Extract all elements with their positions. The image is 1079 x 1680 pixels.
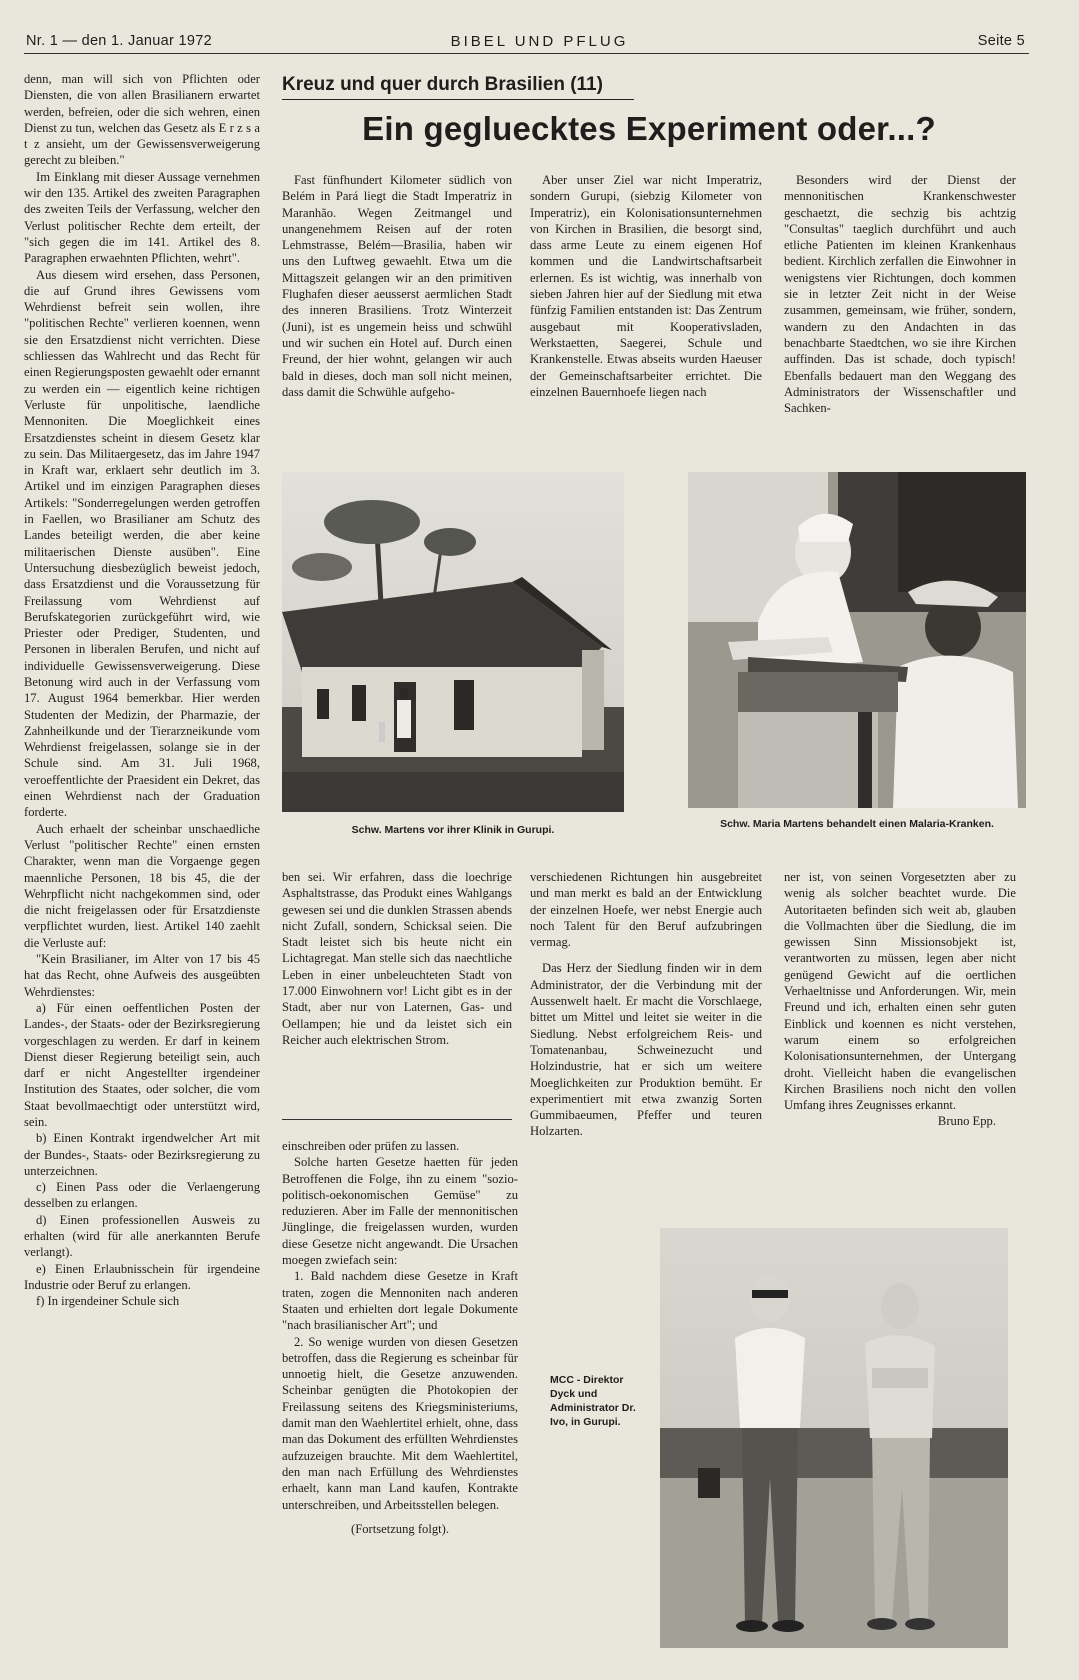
continuation-paragraph: Solche harten Gesetze haetten für jeden Betroffenen die Folge, ihn zu einem "sozio-politisch-oekonomischen Gemüse" zu reduzieren. Aber im Falle der mennonitischen Jünglinge, die freigelassen wurden, wurden diese Gesetze nicht angewandt. Die Ursachen moegen zwiefach sein:	[282, 1155, 518, 1268]
left-paragraph: denn, man will sich von Pflichten oder Diensten, die von allen Brasilianern erwartet werden, befreien, oder die sich wehren, einen Dienst zu tun, welchen das Gesetz als E r z s a t z ansieht, um der Gewissensverweigerung gerecht zu bleiben."	[24, 72, 260, 168]
nurse-photo-image	[688, 472, 1026, 808]
top-column-1	[282, 172, 512, 400]
continuation-footer: (Fortsetzung folgt).	[351, 1521, 449, 1536]
left-paragraph: b) Einen Kontrakt irgendwelcher Art mit der Bundes-, Staats- oder Bezirksregierung zu unterzeichnen.	[24, 1131, 260, 1178]
left-paragraph: Auch erhaelt der scheinbar unschaedliche Verlust "politischer Rechte" einen ernsten Charakter, wenn man die Vorgaenge gegen maennliche Personen, 18 bis 45, die der Wehrpflicht nicht nachgekommen sind, oder die nicht freigelassen oder für Ersatzdienste verpflichtet wurden, liest. Artikel 140 zaehlt die Verluste auf:	[24, 821, 260, 950]
left-paragraph: Im Einklang mit dieser Aussage vernehmen wir den 135. Artikel des zweiten Paragraphen des zweiten Teils der Verfassung, welcher den Verlust politischer Rechte dem erteilt, der "sich gegen die im 141. Artikel des 8. Paragraphen erwaehnten Pflichten, wehrt".	[24, 169, 260, 266]
left-paragraph: c) Einen Pass oder die Verlaengerung desselben zu erlangen.	[24, 1180, 260, 1211]
page-number: Seite 5	[977, 33, 1025, 49]
author-signature: Bruno Epp.	[937, 1114, 996, 1129]
masthead: BIBEL UND PFLUG	[450, 33, 629, 50]
issue-date: Nr. 1 — den 1. Januar 1972	[26, 33, 212, 49]
mid-column-3	[784, 869, 1016, 1130]
left-paragraph: e) Einen Erlaubnisschein für irgendeine Industrie oder Beruf zu erlangen.	[24, 1261, 260, 1292]
mid-column-1	[282, 869, 512, 1048]
left-paragraph: d) Einen professionellen Ausweis zu erhalten (wird für alle anerkannten Berufe verlangt).	[24, 1212, 260, 1260]
left-column	[24, 71, 260, 1310]
left-paragraph: f) In irgendeiner Schule sich	[36, 1294, 180, 1309]
mid-column-text: Das Herz der Siedlung finden wir in dem Administrator, der die Verbindung mit der Aussenwelt haelt. Er macht die Vorschlaege, bittet um Mittel und leitet sie weiter in die Siedlung. Nebst erfolgreichem Reis- und Tomatenanbau, Schweinezucht und Holzindustrie, hat er sich um weitere Moeglichkeiten zur Produktion bemüht. Er experimentiert mit etwa zwanzig Sorten Gummibaeumen, Pfeffer und teuren Holzarten.	[530, 961, 762, 1139]
article-headline: Ein gegluecktes Experiment oder...?	[362, 110, 936, 147]
kicker-rule	[282, 99, 634, 100]
mid-column-text: verschiedenen Richtungen hin ausgebreitet und man merkt es bald an der Entwicklung der einzelnen Hoefe, wer nebst Energie auch noch Talent für den Beruf aufzubringen vermag.	[530, 870, 762, 950]
clinic-house-photo	[282, 472, 624, 812]
top-column-text: Besonders wird der Dienst der mennonitischen Krankenschwester geschaetzt, die sechzig bis achtzig "Consultas" taeglich durchführt und auch etliche Patienten im kleinen Krankenhaus bedient. Kirchlich zerfallen die Einwohner in wenigstens vier Richtungen, doch kommen sie in letzter Zeit nicht in der Weise zusammen, gemeinsam, wie früher, sondern, wandern zu den Andachten in das benachbarte Staedtchen, wo sie ihre Kirchen auffinden. Das ist schade, doch typisch! Ebenfalls bedauert man den Weggang des Administrators der Wissenschaftler und Sachken-	[784, 173, 1016, 416]
nurse-treating-patient-photo	[688, 472, 1026, 808]
top-column-2	[530, 172, 762, 400]
top-column-text: Fast fünfhundert Kilometer südlich von Belém in Pará liegt die Stadt Imperatriz in Maranhão. Wegen Zeitmangel und unangenehmem Reisen auf der roten Lehmstrasse, Belém—Brasilia, haben wir uns den Luftweg gewaehlt. Etwa um die Mittagszeit gelangen wir an den primitiven Flughafen dieser aeusserst aermlichen Stadt des inneren Brasiliens. Trotz Winterzeit (Juni), ist es ungemein heiss und schwühl und wir suchen ein Hotel auf. Durch einen Freund, der hier wohnt, gelangen wir auch bald in dieses, doch man soll nicht meinen, dass damit die Schwühle aufgeho-	[282, 173, 512, 399]
mid-column-2	[530, 869, 762, 1140]
men-photo-caption: MCC - Direktor Dyck und Administrator Dr. Ivo, in Gurupi.	[550, 1374, 636, 1428]
mid-column-text: ben sei. Wir erfahren, dass die loechrige Asphaltstrasse, das Produkt eines Wahlgangs gewesen sei und die dunklen Strassen abends nicht Zufall, sondern, Schicksal seien. Die Stadt leistet sich bis heute nicht ein Lichtagregat. Man stelle sich das naechtliche Leben in einer unbeleuchteten Stadt von 17.000 Einwohnern vor! Licht gibt es in der Stadt, aber nur von Laternen, Gas- und Oellampen; hie und da leistet sich ein Reicher auch elektrischen Strom.	[282, 870, 512, 1047]
left-paragraph: a) Für einen oeffentlichen Posten der Landes-, der Staats- oder der Bezirksregierung vorgeschlagen zu werden. Er darf in keinem Dienst dieser Regierung beteiligt sein, auch darf er nicht Angestellter irgendeiner Institution des Staates, oder solcher, die vom Staat bevollmaechtigt oder unterstützt wird, sein.	[24, 1000, 260, 1129]
header-rule	[24, 53, 1029, 54]
two-men-standing-photo	[660, 1228, 1008, 1648]
clinic-house-photo-image	[282, 472, 624, 812]
mid-column-text: ner ist, von seinen Vorgesetzten aber zu wenig als solcher beachtet wurde. Die Autoritaeten befinden sich weit ab, glauben die Vollmachten über die Siedlung, die im gewissen Sinn Missionsobjekt ist, verantworten zu müssen, legen aber nicht genügend Gewicht auf die oertlichen Verhaeltnisse und Anforderungen. Wir, mein Freund und ich, erhalten einen sehr guten Einblick und koennen es nicht verstehen, warum einem so erfolgreichen Kolonisationsunternehmen, der Untergang droht. Vielleicht haben die evangelischen Kirchen Brasiliens noch nicht den vollen Umfang ihres Zeugnisses erkannt.	[784, 870, 1016, 1113]
left-paragraph: Aus diesem wird ersehen, dass Personen, die auf Grund ihres Gewissens vom Wehrdienst befreit sein wollen, ihre "politischen Rechte" verlieren koennen, wenn sie den Ersatzdienst nicht verrichten. Diese schliessen das Wahlrecht und das Recht für einen Regierungsposten gewaehlt oder ernannt zu werden ein — eigentlich keine richtigen Verluste für unpolitische, laendliche Mennoniten. Die Moeglichkeit eines Ersatzdienstes scheint in diesem Gesetz klar zu sein. Das Militaergesetz, das im Jahre 1947 in Kraft war, erklaert sehr deutlich im 3. Artikel und im einzigen Paragraphen dieses Artikels: "Sonderregelungen werden getroffen in Faellen, wo Brasilianer am Schutz des Landes beteiligt werden, die aber keine militaerischen Dienste ausüben". Eine Untersuchung diesbezüglich beweist jedoch, dass Ersatzdienst und die Voraussetzung für Freilassung vom Wehrdienst auf Berufskategorien zurückgeführt wird, wie Priester oder Prediger, Studenten, und Personen in liberalen Berufen, und nicht auf individuelle Gewissensverweigerung. Diese Betonung wird auch in der Verfassung vom 17. August 1964 bemerkbar. Hier werden Studenten der Medizin, der Pharmazie, der Zahnheilkunde und der Tierarzneikunde vom Wehrdienst freigelassen, solange sie in der Schule sind. Am 31. Juli 1968, veroeffentlichte der Praesident ein Dekret, das einen Wehrdienst nach der Graduation forderte.	[24, 267, 260, 820]
men-photo-image	[660, 1228, 1008, 1648]
clinic-photo-caption: Schw. Martens vor ihrer Klinik in Gurupi.	[351, 824, 555, 836]
left-paragraph: "Kein Brasilianer, im Alter von 17 bis 45 hat das Recht, ohne Aufweis des ausgeübten Wehrdienstes:	[24, 952, 260, 999]
continuation-column	[282, 1138, 518, 1537]
continuation-paragraph: einschreiben oder prüfen zu lassen.	[282, 1139, 460, 1153]
continuation-paragraph: 1. Bald nachdem diese Gesetze in Kraft traten, zogen die Mennoniten nach anderen Staaten und erhielten dort legale Dokumente "nach brasilianischer Art"; und	[282, 1269, 518, 1333]
top-column-3	[784, 172, 1016, 416]
section-separator	[282, 1119, 512, 1120]
nurse-photo-caption: Schw. Maria Martens behandelt einen Malaria-Kranken.	[720, 818, 994, 830]
continuation-paragraph: 2. So wenige wurden von diesen Gesetzen betroffen, dass die Regierung es scheinbar für unnoetig hielt, die Gesetze anzuwenden. Scheinbar genügten die Photokopien der Freilassung seitens des Kriegsministeriums, damit man den Waehlertitel erhielt, ohne, dass man das Dokument des erfüllten Wehrdienstes aufzuzeigen brauchte. Mit dem Waehlertitel, den man nach Erfüllung des Wehrdienstes erhaelt, kann man Land kaufen, Kontrakte unterschreiben, und Arbeitsstellen belegen.	[282, 1334, 518, 1512]
article-kicker: Kreuz und quer durch Brasilien (11)	[282, 74, 603, 95]
top-column-text: Aber unser Ziel war nicht Imperatriz, sondern Gurupi, (siebzig Kilometer von Imperatriz), ein Kolonisationsunternehmen von Kirchen in Brasilien, die besorgt sind, dass arme Leute zu einem eigenen Hof kommen und die Landwirtschaftsarbeit erlernen. Es ist wichtig, was innerhalb von sieben Jahren hier auf der Siedlung mit etwa fünfzig Familien entstanden ist: Das Zentrum ausgebaut mit Kooperativsladen, Werkstaetten, Saegerei, Schule und Krankenstelle. Etwas abseits wurden Haeuser der Gemeinschaftsarbeiter errichtet. Die einzelnen Bauernhoefe liegen nach	[530, 173, 762, 399]
